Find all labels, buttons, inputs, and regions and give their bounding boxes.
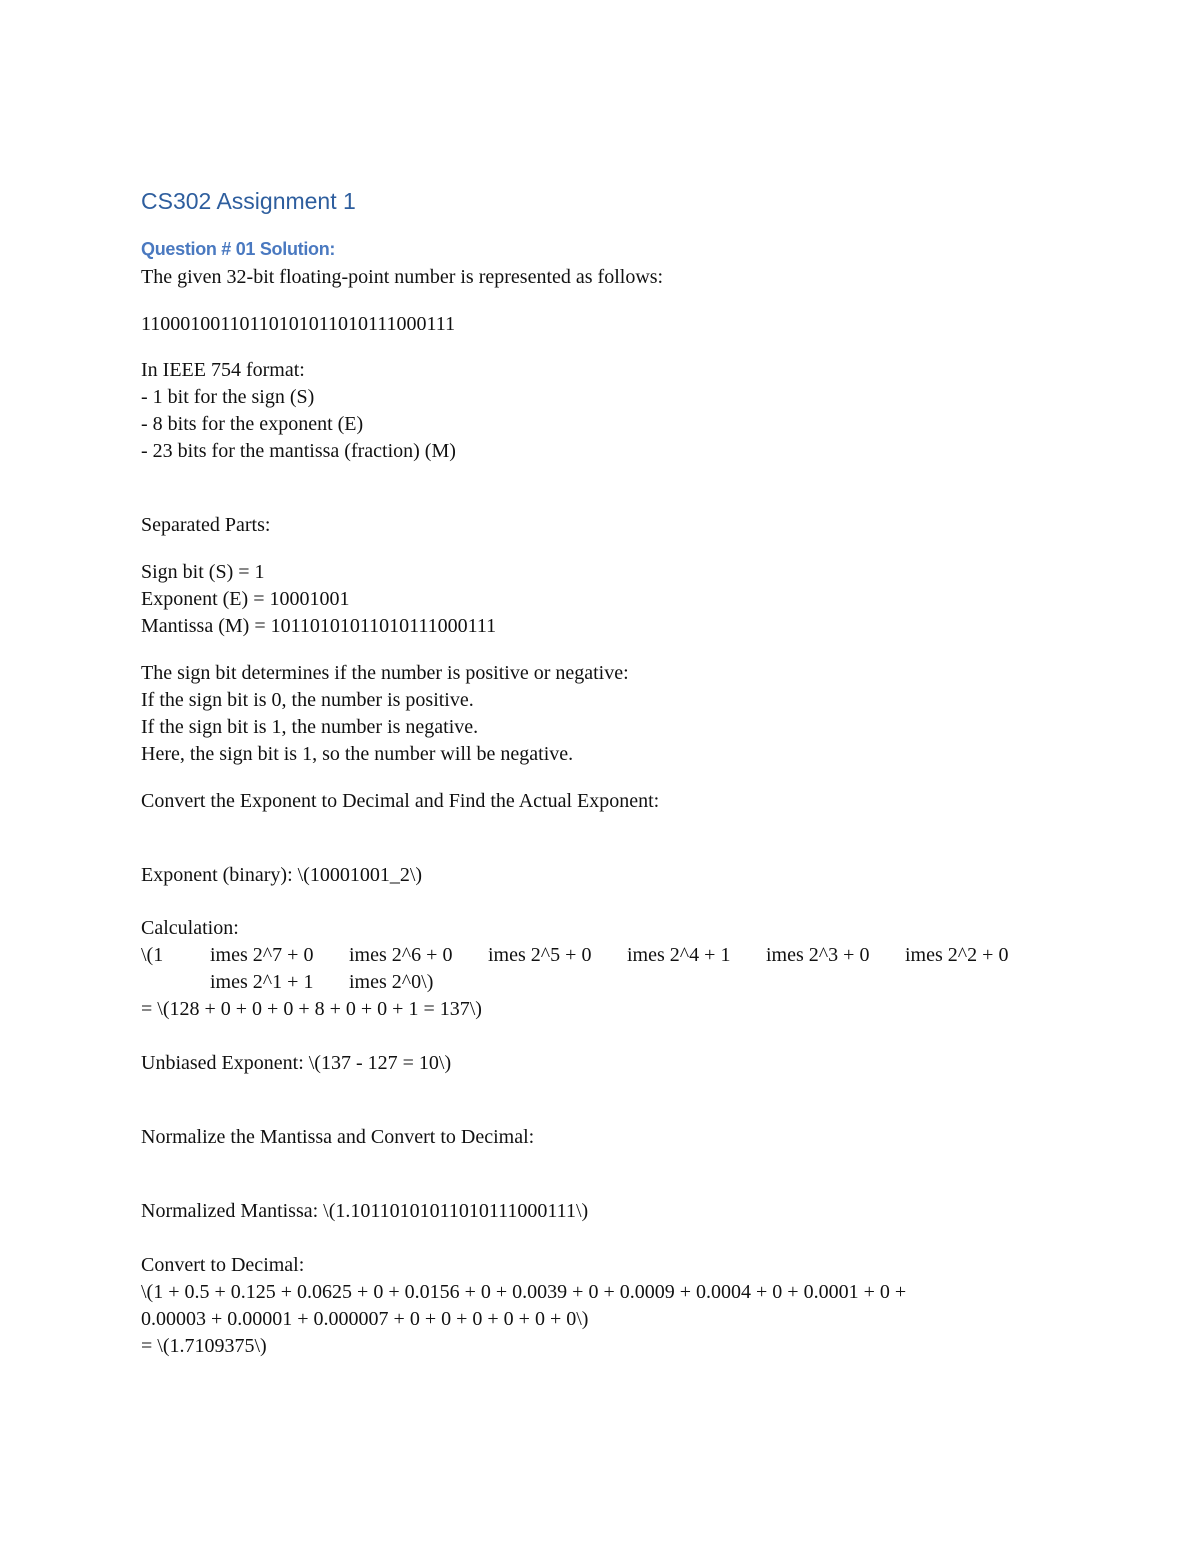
ieee-item: - 23 bits for the mantissa (fraction) (M) [141, 440, 456, 462]
calc-term: imes 2^3 + 0 [766, 944, 870, 966]
sign-explanation-line: If the sign bit is 1, the number is negative. [141, 716, 479, 738]
calculation-label: Calculation: [141, 917, 239, 939]
sign-explanation-line: The sign bit determines if the number is positive or negative: [141, 662, 629, 684]
mantissa-section-heading: Normalize the Mantissa and Convert to Decimal: [141, 1126, 535, 1148]
convert-line-1: \(1 + 0.5 + 0.125 + 0.0625 + 0 + 0.0156 + 0 + 0.0039 + 0 + 0.0009 + 0.0004 + 0 + 0.0001 + 0 + [141, 1281, 907, 1303]
calc-term: \(1 [141, 944, 164, 966]
calculation-line-2 [141, 969, 1061, 996]
exponent-binary: Exponent (binary): \(10001001_2\) [141, 864, 423, 886]
unbiased-exponent: Unbiased Exponent: \(137 - 127 = 10\) [141, 1052, 452, 1074]
calc-term: imes 2^0\) [349, 971, 434, 993]
binary-number: 11000100110110101011010111000111 [141, 313, 456, 335]
mantissa-line: Mantissa (M) = 10110101011010111000111 [141, 615, 497, 637]
calc-term: imes 2^7 + 0 [210, 944, 314, 966]
normalized-mantissa: Normalized Mantissa: \(1.10110101011010111000111\) [141, 1200, 589, 1222]
exponent-section-heading: Convert the Exponent to Decimal and Find the Actual Exponent: [141, 790, 660, 812]
ieee-format-block [141, 357, 456, 465]
sign-explanation-block [141, 660, 629, 768]
ieee-item: - 8 bits for the exponent (E) [141, 413, 364, 435]
calc-term: imes 2^4 + 1 [627, 944, 731, 966]
calc-term: imes 2^2 + 0 [905, 944, 1009, 966]
exponent-calculation-block [141, 915, 1061, 1023]
separated-parts-block [141, 559, 496, 640]
calculation-result: = \(128 + 0 + 0 + 0 + 8 + 0 + 0 + 1 = 137\) [141, 998, 482, 1020]
sign-explanation-line: If the sign bit is 0, the number is positive. [141, 689, 474, 711]
sign-explanation-line: Here, the sign bit is 1, so the number will be negative. [141, 743, 574, 765]
exponent-line: Exponent (E) = 10001001 [141, 588, 350, 610]
calculation-line-1 [141, 942, 1061, 969]
calc-term: imes 2^5 + 0 [488, 944, 592, 966]
calc-term: imes 2^6 + 0 [349, 944, 453, 966]
sign-bit-line: Sign bit (S) = 1 [141, 561, 265, 583]
convert-result: = \(1.7109375\) [141, 1335, 267, 1357]
ieee-heading: In IEEE 754 format: [141, 359, 305, 381]
convert-line-2: 0.00003 + 0.00001 + 0.000007 + 0 + 0 + 0 + 0 + 0 + 0\) [141, 1308, 589, 1330]
convert-label: Convert to Decimal: [141, 1254, 305, 1276]
ieee-item: - 1 bit for the sign (S) [141, 386, 315, 408]
intro-text: The given 32-bit floating-point number is represented as follows: [141, 266, 664, 288]
question-heading: Question # 01 Solution: [141, 239, 336, 259]
calc-term: imes 2^1 + 1 [210, 971, 314, 993]
document-title: CS302 Assignment 1 [141, 188, 356, 214]
mantissa-conversion-block [141, 1252, 906, 1360]
separated-heading: Separated Parts: [141, 514, 271, 536]
